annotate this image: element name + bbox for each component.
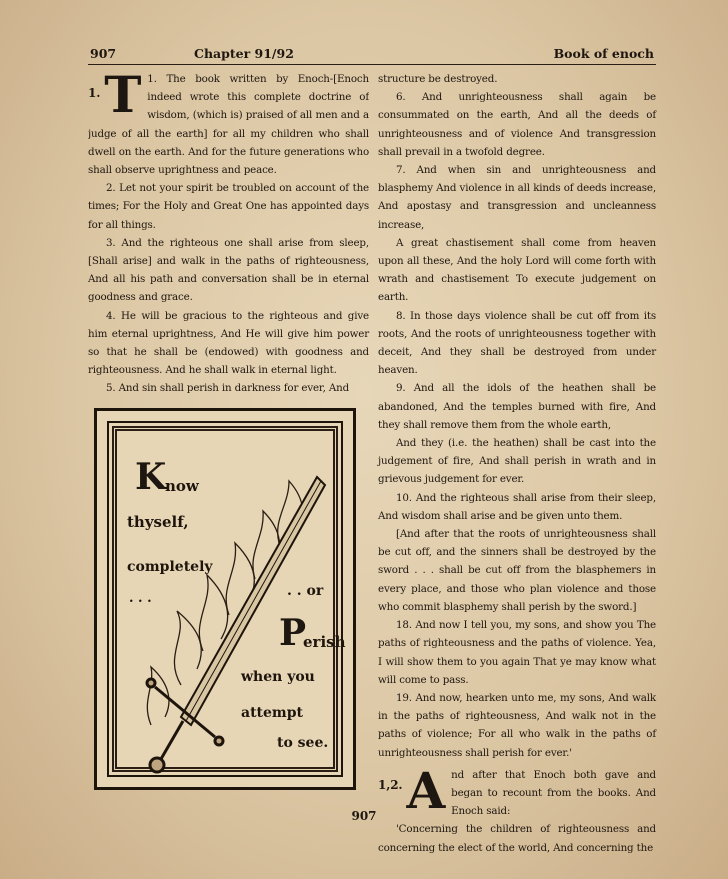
page-header xyxy=(88,46,656,64)
verse-1-block xyxy=(88,70,369,179)
right-column xyxy=(378,70,656,857)
plate-letter-k: K xyxy=(135,456,167,498)
plate-letter-p: P xyxy=(279,612,307,654)
plate-dots: . . . xyxy=(129,591,152,606)
chapter-92-number: 1,2. xyxy=(378,777,403,792)
plate-word-when-you: when you xyxy=(241,669,315,685)
plate-word-to-see: to see. xyxy=(277,735,329,751)
illustration-plate xyxy=(94,408,356,790)
verse-6: 6. And unrighteousness shall again be consummated on the earth, And all the deeds of unrighteousness and of violence And transgression shall prevail in a twofold degree. xyxy=(378,91,656,158)
verse-9: 9. And all the idols of the heathen shall be abandoned, And the temples burned with fire, And they shall remove them from the whole earth, xyxy=(378,382,656,431)
header-chapter: Chapter 91/92 xyxy=(194,46,294,61)
plate-word-completely: completely xyxy=(127,559,213,575)
plate-frame xyxy=(107,421,346,777)
plate-word-erish: erish xyxy=(303,633,346,651)
verse-3: 3. And the righteous one shall arise from sleep, [Shall arise] and walk in the paths of righteousness, And all his path and conversation shall be in eternal goodness and grace. xyxy=(88,236,369,304)
plate-word-attempt: attempt xyxy=(241,705,303,721)
verse-1: 1. The book written by Enoch-[Enoch indeed wrote this complete doctrine of wisdom, (which is) praised of all men and a judge of all the earth] for all my children who shall dwell on the earth. And for the future generations who shall observe uprightness and peace. xyxy=(88,73,369,177)
verse-5-end: structure be destroyed. xyxy=(378,73,498,85)
drop-cap-a: A xyxy=(406,765,446,820)
verse-8: 8. In those days violence shall be cut off from its roots, And the roots of unrighteousness together with deceit, And they shall be destroyed from under heaven. xyxy=(378,309,656,377)
verse-18: 18. And now I tell you, my sons, and show you The paths of righteousness and the paths of violence. Yea, I will show them to you again That ye may know what will come to pass. xyxy=(378,619,656,686)
verse-2: 2. Let not your spirit be troubled on account of the times; For the Holy and Great One has appointed days for all things. xyxy=(88,182,369,231)
verse-10b: [And after that the roots of unrighteousness shall be cut off, and the sinners shall be destroyed by the sword . . . shall be cut off from the blasphemers in every place, and those who plan violence and those who commit blasphemy shall perish by the sword.] xyxy=(378,528,656,613)
drop-cap: T xyxy=(104,70,142,124)
chapter-92-verse-2: 'Concerning the children of righteousness and concerning the elect of the world, And concerning the xyxy=(378,823,656,854)
chapter-number: 1. xyxy=(88,86,101,100)
header-page-number: 907 xyxy=(90,46,117,61)
header-rule xyxy=(88,64,656,65)
plate-word-or: . . or xyxy=(287,583,324,599)
chapter-92-verse-1: nd after that Enoch both gave and began to recount from the books. And Enoch said: xyxy=(451,768,656,818)
footer-page-number: 907 xyxy=(351,809,377,823)
verse-19: 19. And now, hearken unto me, my sons, And walk in the paths of righteousness, And walk not in the paths of violence; For all who walk in the paths of unrighteousness shall perish for ever.' xyxy=(378,691,656,759)
verse-10: 10. And the righteous shall arise from their sleep, And wisdom shall arise and be given unto them. xyxy=(378,491,656,522)
header-book-title: Book of enoch xyxy=(553,46,654,61)
plate-word-now: now xyxy=(165,477,199,495)
verse-7b: A great chastisement shall come from heaven upon all these, And the holy Lord will come forth with wrath and chastisement To execute judgement on earth. xyxy=(378,236,656,304)
left-column xyxy=(88,70,369,398)
verse-4: 4. He will be gracious to the righteous and give him eternal uprightness, And He will give him power so that he shall be (endowed) with goodness and righteousness. And he shall walk in eternal light. xyxy=(88,309,369,377)
verse-5: 5. And sin shall perish in darkness for ever, And xyxy=(106,382,350,395)
verse-9b: And they (i.e. the heathen) shall be cast into the judgement of fire, And shall perish in wrath and in grievous judgement for ever. xyxy=(378,437,656,486)
plate-word-thyself: thyself, xyxy=(127,513,189,531)
verse-7: 7. And when sin and unrighteousness and blasphemy And violence in all kinds of deeds increase, And apostasy and transgression and uncleanness increase, xyxy=(378,164,656,231)
